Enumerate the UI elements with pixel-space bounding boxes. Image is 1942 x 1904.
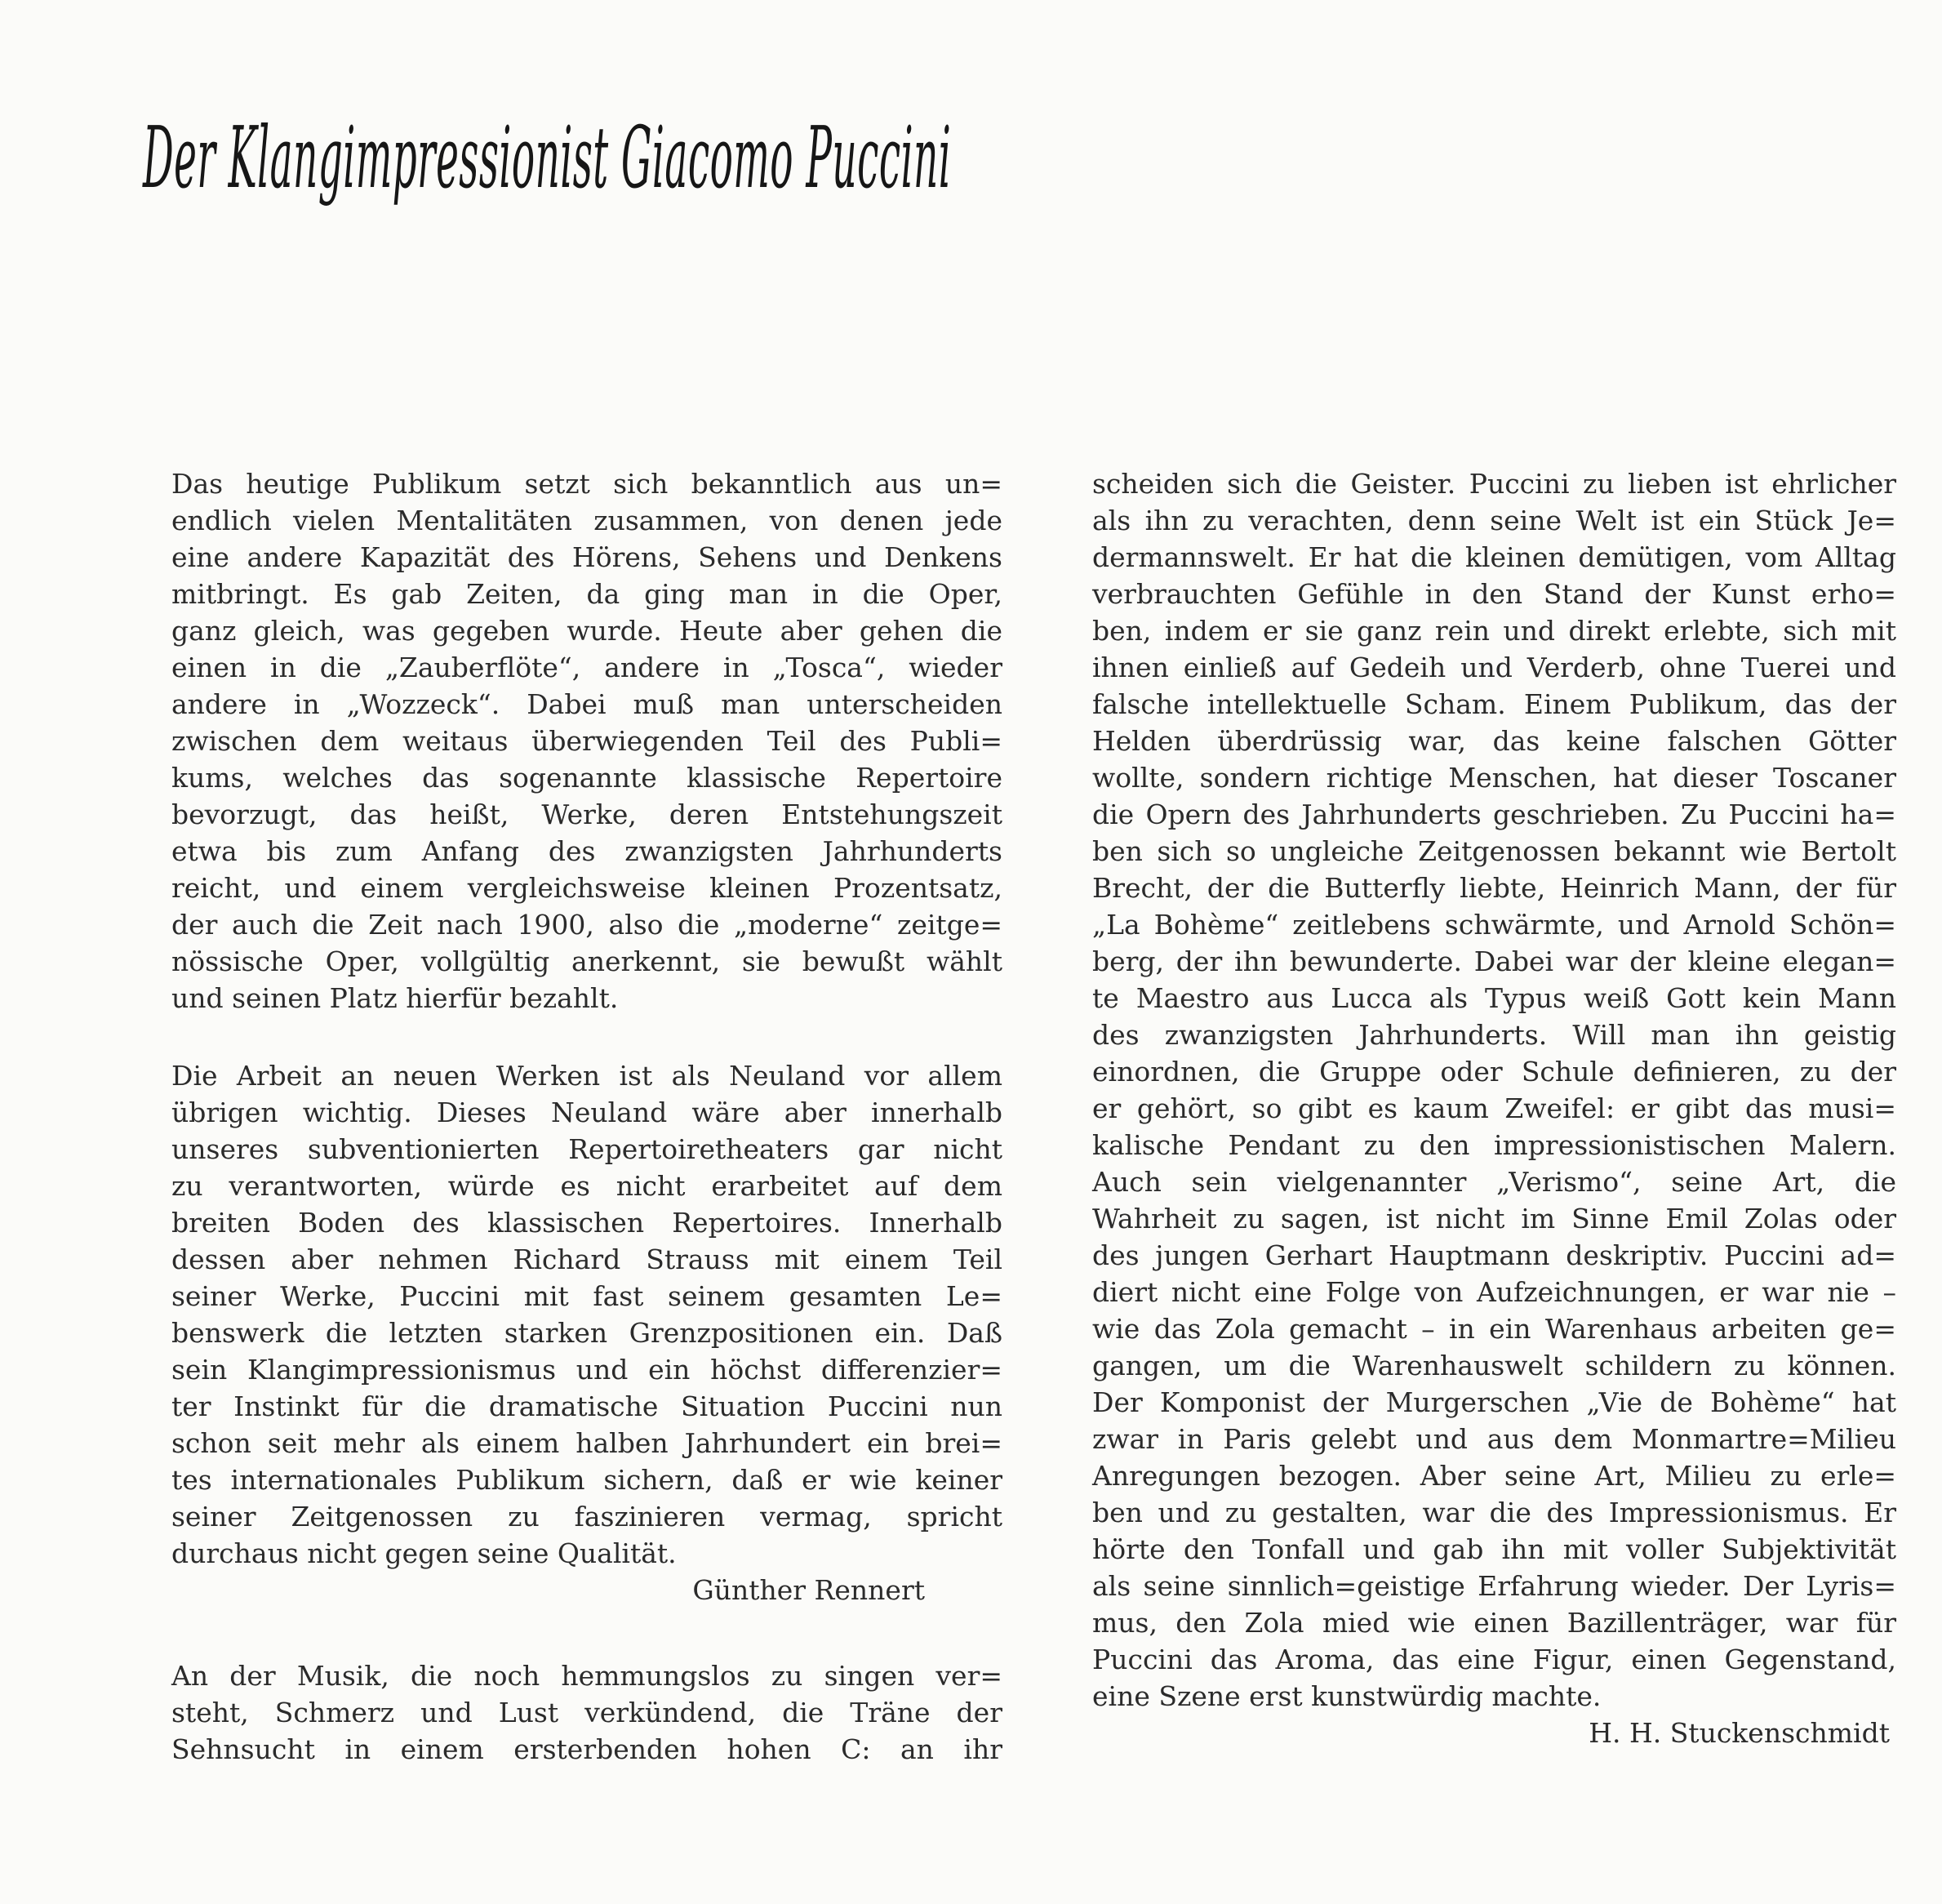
text-line: übrigen wichtig. Dieses Neuland wäre aber innerhalb xyxy=(171,1097,1002,1128)
text-line: „La Bohème“ zeitlebens schwärmte, und Arnold Schön= xyxy=(1092,909,1896,941)
text-line: zwischen dem weitaus überwiegenden Teil des Publi= xyxy=(171,725,1002,757)
text-line: ben und zu gestalten, war die des Impressionismus. Er xyxy=(1092,1497,1896,1528)
text-line: gangen, um die Warenhauswelt schildern zu können. xyxy=(1092,1350,1896,1381)
text-line: dessen aber nehmen Richard Strauss mit einem Teil xyxy=(171,1243,1002,1275)
paragraph-audience xyxy=(171,465,1002,1017)
text-line: ihnen einließ auf Gedeih und Verderb, ohne Tuerei und xyxy=(1092,652,1896,683)
text-line: Die Arbeit an neuen Werken ist als Neuland vor allem xyxy=(171,1060,1002,1092)
text-line: zwar in Paris gelebt und aus dem Monmartre=Milieu xyxy=(1092,1423,1896,1455)
text-line: Sehnsucht in einem ersterbenden hohen C: an ihr xyxy=(171,1733,1002,1765)
paragraph-puccini-essay xyxy=(1092,465,1896,1715)
text-line: Brecht, der die Butterfly liebte, Heinrich Mann, der für xyxy=(1092,872,1896,904)
text-line: tes internationales Publikum sichern, daß er wie keiner xyxy=(171,1464,1002,1496)
text-line: er gehört, so gibt es kaum Zweifel: er gibt das musi= xyxy=(1092,1092,1896,1124)
text-line: reicht, und einem vergleichsweise kleinen Prozentsatz, xyxy=(171,872,1002,904)
text-line: unseres subventionierten Repertoiretheaters gar nicht xyxy=(171,1133,1002,1165)
text-line: berg, der ihn bewunderte. Dabei war der kleine elegan= xyxy=(1092,945,1896,977)
text-line: Der Komponist der Murgerschen „Vie de Bohème“ hat xyxy=(1092,1386,1896,1418)
text-line: des zwanzigsten Jahrhunderts. Will man ihn geistig xyxy=(1092,1019,1896,1051)
page-title: Der Klangimpressionist Giacomo Puccini xyxy=(143,108,952,207)
text-line: die Opern des Jahrhunderts geschrieben. Zu Puccini ha= xyxy=(1092,799,1896,830)
text-line: sein Klangimpressionismus und ein höchst differenzier= xyxy=(171,1354,1002,1386)
text-line: ter Instinkt für die dramatische Situation Puccini nun xyxy=(171,1390,1002,1422)
author-signature-stuckenschmidt: H. H. Stuckenschmidt xyxy=(1589,1717,1890,1749)
text-line: ganz gleich, was gegeben wurde. Heute aber gehen die xyxy=(171,615,1002,647)
text-line: diert nicht eine Folge von Aufzeichnungen, er war nie – xyxy=(1092,1276,1896,1308)
right-column xyxy=(1092,465,1896,1751)
text-line: verbrauchten Gefühle in den Stand der Kunst erho= xyxy=(1092,578,1896,610)
text-line: Das heutige Publikum setzt sich bekanntlich aus un= xyxy=(171,468,1002,500)
text-line: der auch die Zeit nach 1900, also die „moderne“ zeitge= xyxy=(171,909,1002,941)
text-line: seiner Zeitgenossen zu faszinieren vermag, spricht xyxy=(171,1501,1002,1533)
title-block xyxy=(143,105,1122,227)
left-column xyxy=(171,465,1002,1768)
paragraph-new-works xyxy=(171,1057,1002,1572)
text-line: schon seit mehr als einem halben Jahrhundert ein brei= xyxy=(171,1427,1002,1459)
text-line: als seine sinnlich=geistige Erfahrung wieder. Der Lyris= xyxy=(1092,1570,1896,1602)
text-line: Anregungen bezogen. Aber seine Art, Milieu zu erle= xyxy=(1092,1460,1896,1492)
text-line: dermannswelt. Er hat die kleinen demütigen, vom Alltag xyxy=(1092,541,1896,573)
text-line: wollte, sondern richtige Menschen, hat dieser Toscaner xyxy=(1092,762,1896,794)
text-line: falsche intellektuelle Scham. Einem Publikum, das der xyxy=(1092,688,1896,720)
text-line: benswerk die letzten starken Grenzpositionen ein. Daß xyxy=(171,1317,1002,1349)
text-line: einordnen, die Gruppe oder Schule definieren, zu der xyxy=(1092,1056,1896,1088)
text-line: te Maestro aus Lucca als Typus weiß Gott kein Mann xyxy=(1092,982,1896,1014)
text-line: wie das Zola gemacht – in ein Warenhaus arbeiten ge= xyxy=(1092,1313,1896,1345)
text-line: breiten Boden des klassischen Repertoires. Innerhalb xyxy=(171,1207,1002,1239)
text-line: mitbringt. Es gab Zeiten, da ging man in die Oper, xyxy=(171,578,1002,610)
text-line: Wahrheit zu sagen, ist nicht im Sinne Emil Zolas oder xyxy=(1092,1203,1896,1234)
text-line: hörte den Tonfall und gab ihn mit voller Subjektivität xyxy=(1092,1533,1896,1565)
text-line: scheiden sich die Geister. Puccini zu lieben ist ehrlicher xyxy=(1092,468,1896,500)
text-line: und seinen Platz hierfür bezahlt. xyxy=(171,982,619,1014)
text-line: mus, den Zola mied wie einen Bazillenträger, war für xyxy=(1092,1607,1896,1639)
text-line: Auch sein vielgenannter „Verismo“, seine Art, die xyxy=(1092,1166,1896,1198)
text-line: durchaus nicht gegen seine Qualität. xyxy=(171,1537,677,1569)
text-line: ben sich so ungleiche Zeitgenossen bekannt wie Bertolt xyxy=(1092,835,1896,867)
text-line: An der Musik, die noch hemmungslos zu singen ver= xyxy=(171,1660,1002,1692)
text-line: kalische Pendant zu den impressionistischen Malern. xyxy=(1092,1129,1896,1161)
text-line: bevorzugt, das heißt, Werke, deren Entstehungszeit xyxy=(171,799,1002,830)
text-line: andere in „Wozzeck“. Dabei muß man unterscheiden xyxy=(171,688,1002,720)
text-line: steht, Schmerz und Lust verkündend, die Träne der xyxy=(171,1697,1002,1728)
paragraph-music-intro xyxy=(171,1657,1002,1768)
text-line: zu verantworten, würde es nicht erarbeitet auf dem xyxy=(171,1170,1002,1202)
text-line: endlich vielen Mentalitäten zusammen, von denen jede xyxy=(171,505,1002,536)
text-line: kums, welches das sogenannte klassische Repertoire xyxy=(171,762,1002,794)
text-line: Helden überdrüssig war, das keine falschen Götter xyxy=(1092,725,1896,757)
text-line: nössische Oper, vollgültig anerkennt, sie bewußt wählt xyxy=(171,945,1002,977)
text-line: Puccini das Aroma, das eine Figur, einen Gegenstand, xyxy=(1092,1644,1896,1675)
author-signature-rennert: Günther Rennert xyxy=(692,1574,925,1606)
text-line: etwa bis zum Anfang des zwanzigsten Jahrhunderts xyxy=(171,835,1002,867)
text-line: des jungen Gerhart Hauptmann deskriptiv. Puccini ad= xyxy=(1092,1239,1896,1271)
text-line: einen in die „Zauberflöte“, andere in „Tosca“, wieder xyxy=(171,652,1002,683)
text-line: seiner Werke, Puccini mit fast seinem gesamten Le= xyxy=(171,1280,1002,1312)
text-line: eine Szene erst kunstwürdig machte. xyxy=(1092,1680,1602,1712)
text-line: ben, indem er sie ganz rein und direkt erlebte, sich mit xyxy=(1092,615,1896,647)
text-line: als ihn zu verachten, denn seine Welt ist ein Stück Je= xyxy=(1092,505,1896,536)
text-line: eine andere Kapazität des Hörens, Sehens und Denkens xyxy=(171,541,1002,573)
